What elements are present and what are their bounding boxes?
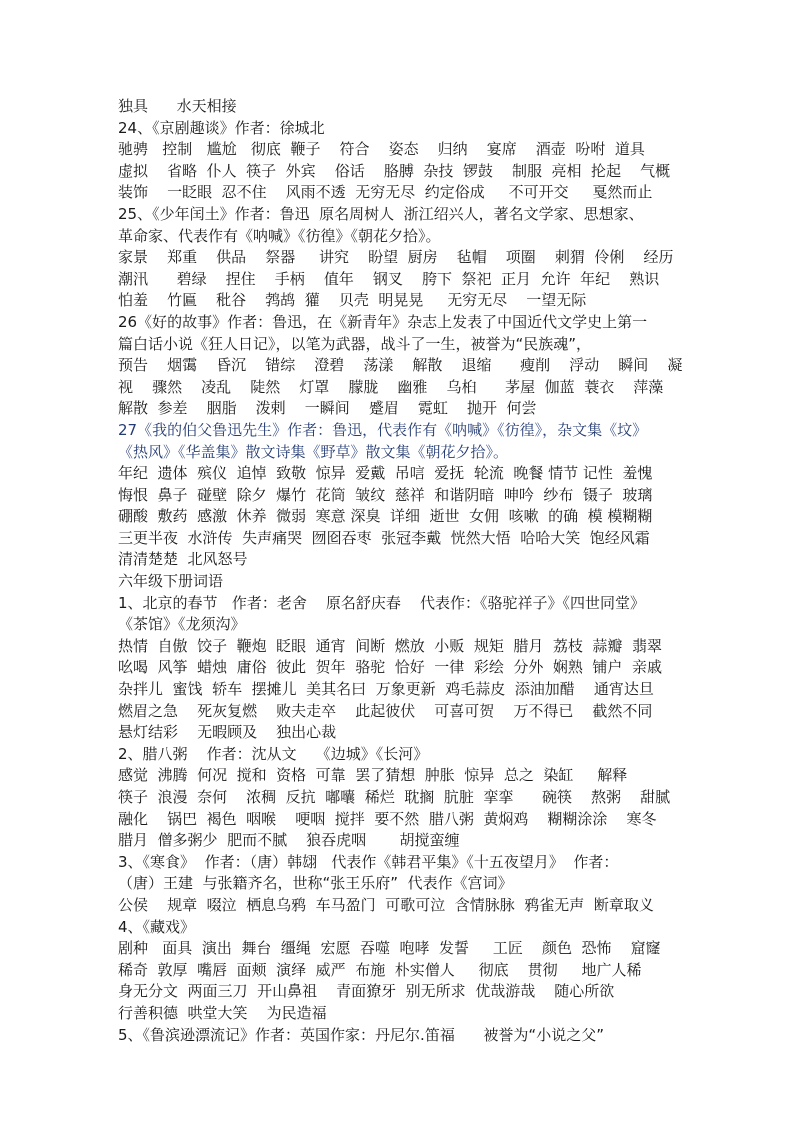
text-line: 家景 郑重 供品 祭器 讲究 盼望 厨房 毡帽 项圈 刺猬 伶俐 经历: [118, 248, 674, 267]
text-line: 装饰 一眨眼 忍不住 风雨不透 无穷无尽 约定俗成 不可开交 戛然而止: [118, 183, 653, 202]
text-line: 解散 参差 胭脂 泼剌 一瞬间 蹙眉 霓虹 抛开 何尝: [118, 399, 537, 418]
text-line: 独具 水天相接: [118, 97, 237, 115]
text-line: 硼酸 敷药 感激 休养 微弱 寒意 深臭 详细 逝世 女佣 咳嗽 的确 模 模糊糊: [118, 507, 653, 526]
section-heading: 5、《鲁滨逊漂流记》作者：英国作家：丹尼尔.笛福 被誉为“小说之父”: [118, 1025, 604, 1044]
text-line: 感觉 沸腾 何况 搅和 资格 可靠 罢了猜想 肿胀 惊异 总之 染缸 解释: [118, 766, 628, 785]
section-heading: 2、腊八粥 作者：沈从文 《边城》《长河》: [118, 744, 429, 763]
section-heading: 六年级下册词语: [118, 572, 224, 591]
text-line: 热情 自傲 饺子 鞭炮 眨眼 通宵 间断 燃放 小贩 规矩 腊月 荔枝 蒜瓣 翡翠: [118, 636, 662, 655]
text-line: 悔恨 鼻子 碰壁 除夕 爆竹 花筒 皱纹 慈祥 和谐阴暗 呻吟 纱布 镊子 玻璃: [118, 485, 653, 504]
text-line: 燃眉之急 死灰复燃 败夫走卒 此起彼伏 可喜可贺 万不得已 截然不同: [118, 701, 653, 720]
section-heading: 25、《少年闰土》作者：鲁迅 原名周树人 浙江绍兴人，著名文学家、思想家、: [118, 204, 644, 223]
text-line: 怕羞 竹匾 秕谷 鹁鸪 獾 贝壳 明晃晃 无穷无尽 一望无际: [118, 291, 587, 310]
section-heading: 24、《京剧趣谈》作者：徐城北: [118, 118, 325, 137]
section-heading: 革命家、代表作有《呐喊》《彷徨》《朝花夕拾》。: [118, 226, 441, 245]
text-line: 预告 烟霭 昏沉 错综 澄碧 荡漾 解散 退缩 瘦削 浮动 瞬间 凝: [118, 356, 683, 375]
text-line: 吆喝 风筝 蜡烛 庸俗 彼此 贺年 骆驼 恰好 一律 彩绘 分外 娴熟 铺户 亲戚: [118, 658, 662, 677]
text-line: 腊月 僧多粥少 肥而不腻 狼吞虎咽 胡搅蛮缠: [118, 831, 460, 850]
section-heading: 3、《寒食》 作者：（唐）韩翃 代表作《韩君平集》《十五夜望月》 作者：: [118, 852, 619, 871]
text-line: 筷子 浪漫 奈何 浓稠 反抗 嘟囔 稀烂 耽搁 肮脏 挛挛 碗筷 熬粥 甜腻: [118, 788, 671, 806]
text-line: 视 骤然 凌乱 陡然 灯罩 朦胧 幽雅 乌桕 茅屋 伽蓝 蓑衣 萍藻: [118, 377, 664, 396]
text-line: 杂拌儿 蜜饯 轿车 摆摊儿 美其名曰 万象更新 鸡毛蒜皮 添油加醋 通宵达旦: [118, 680, 654, 699]
text-line: 融化 锅巴 褐色 咽喉 哽咽 搅拌 要不然 腊八粥 黄焖鸡 糊糊涂涂 寒冬: [118, 809, 657, 828]
section-heading: 《热风》《华盖集》散文诗集《野草》散文集《朝花夕拾》。: [118, 442, 509, 461]
section-heading: （唐）王建 与张籍齐名，世称“张王乐府” 代表作《宫词》: [118, 874, 513, 893]
text-line: 驰骋 控制 尴尬 彻底 鞭子 符合 姿态 归纳 宴席 酒壶 吩咐 道具: [118, 140, 645, 159]
text-line: 剧种 面具 演出 舞台 缰绳 宏愿 吞噬 咆哮 发誓 工匠 颜色 恐怖 窟窿: [118, 939, 661, 958]
text-line: 行善积德 哄堂大笑 为民造福: [118, 1003, 327, 1022]
section-heading: 1、北京的春节 作者：老舍 原名舒庆春 代表作：《骆驼祥子》《四世同堂》: [118, 593, 645, 612]
section-heading: 4、《藏戏》: [118, 917, 196, 936]
section-heading: 篇白话小说《狂人日记》，以笔为武器，战斗了一生，被誉为“民族魂”，: [118, 334, 592, 353]
section-heading: 27《我的伯父鲁迅先生》作者：鲁迅，代表作有《呐喊》《彷徨》，杂文集《坟》: [118, 420, 648, 439]
text-line: 潮汛 碧绿 捏住 手柄 值年 钢叉 胯下 祭祀 正月 允许 年纪 熟识: [118, 269, 660, 288]
text-line: 三更半夜 水浒传 失声痛哭 囫囵吞枣 张冠李戴 恍然大悟 哈哈大笑 饱经风霜: [118, 528, 650, 547]
text-line: 虚拟 省略 仆人 筷子 外宾 俗话 胳膊 杂技 锣鼓 制服 亮相 抡起 气概: [118, 161, 671, 180]
section-heading: 《茶馆》《龙须沟》: [118, 615, 246, 634]
text-line: 身无分文 两面三刀 开山鼻祖 青面獠牙 别无所求 优哉游哉 随心所欲: [118, 982, 615, 1001]
document-page: [118, 96, 684, 1046]
text-line: 清清楚楚 北风怒号: [118, 550, 248, 569]
section-heading: 26《好的故事》作者：鲁迅，在《新青年》杂志上发表了中国近代文学史上第一: [118, 312, 648, 331]
text-line: 稀奇 敦厚 嘴唇 面颊 演绎 威严 布施 朴实僧人 彻底 贯彻 地广人稀: [118, 960, 642, 979]
text-line: 公侯 规章 啜泣 栖息乌鸦 车马盈门 可歌可泣 含情脉脉 鸦雀无声 断章取义: [118, 895, 654, 914]
text-line: 悬灯结彩 无暇顾及 独出心裁: [118, 723, 337, 742]
text-line: 年纪 遗体 殡仪 追悼 致敬 惊异 爱戴 吊唁 爱抚 轮流 晚餐 情节 记性 羞愧: [118, 464, 653, 483]
